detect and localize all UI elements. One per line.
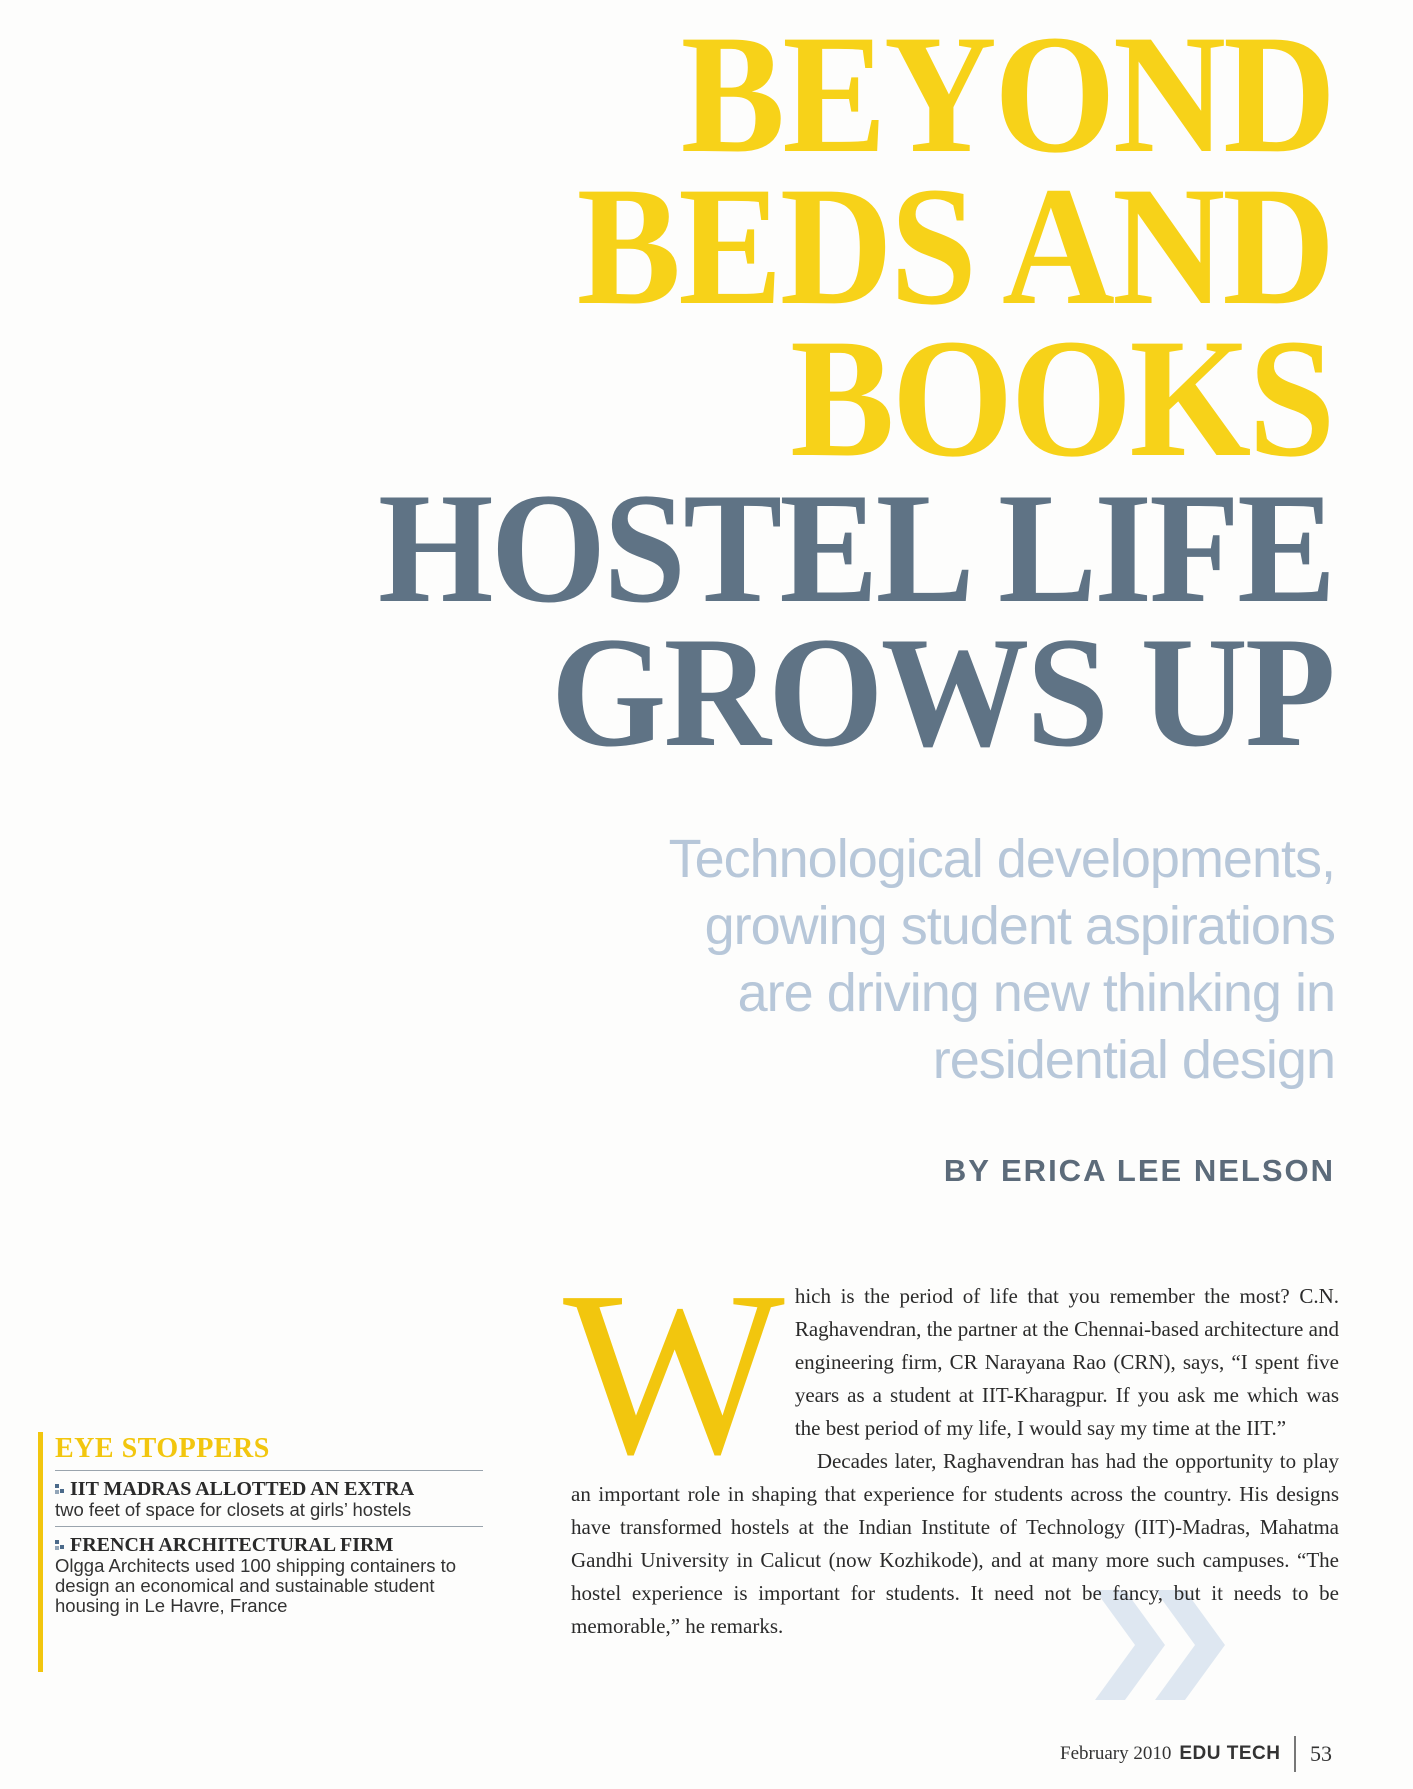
deck-line: residential design [932,1030,1335,1090]
page-footer [1060,1736,1390,1772]
headline-line-1: BEYOND [680,0,1333,188]
checker-bullet-icon [55,1484,65,1494]
headline-line-2: BEDS AND [577,152,1333,340]
sidebar-item-text: two feet of space for closets at girls’ hostels [55,1499,412,1520]
sidebar-divider [55,1470,483,1471]
headline-line-3: BOOKS [790,304,1333,492]
byline: BY ERICA LEE NELSON [943,1153,1335,1188]
sidebar-divider [55,1526,483,1527]
deck-line: are driving new thinking in [737,963,1335,1023]
deck-line: Technological developments, [668,829,1335,889]
sidebar-item-head-text: FRENCH ARCHITECTURAL FIRM [70,1534,394,1556]
issue-date: February 2010 [1060,1743,1172,1764]
sidebar-item-head-text: IIT MADRAS ALLOTTED AN EXTRA [70,1478,415,1500]
sidebar-item [55,1534,495,1616]
eye-stoppers-sidebar [38,1432,495,1672]
article-paragraph-1: hich is the period of life that you remember the most? C.N. Raghavendran, the partner at the Chennai-based architecture and engineering firm, CR Narayana Rao (CRN), says, “I spent five years as a student at IIT-Kharagpur. If you ask me which was the best period of my life, I would say my time at the IIT.” [794,1284,1339,1440]
article-paragraph-2: Decades later, Raghavendran has had the opportunity to play an important role in shaping that experience for students across the country. His designs have transformed hostels at the Indian Institute of Technology (IIT)-Madras, Mahatma Gandhi University in Calicut (now Kozhikode), and at many more such campuses. “The hostel experience is important for students. It need not be fancy, but it needs to be memorable,” he remarks. [571,1449,1339,1638]
magazine-name: EDU TECH [1179,1743,1281,1764]
sidebar-item-heading [55,1478,495,1500]
subheadline-line-2: GROWS UP [551,605,1333,780]
sidebar-title: EYE STOPPERS [55,1433,270,1464]
subheadline-line-1: HOSTEL LIFE [377,461,1333,636]
sidebar-item [55,1478,495,1520]
article-body [563,1243,1339,1643]
sidebar-item-text: Olgga Architects used 100 shipping containers to design an economical and sustainable student housing in Le Havre, France [55,1555,457,1616]
deck-line: growing student aspirations [704,896,1335,956]
checker-bullet-icon [55,1540,65,1550]
sidebar-item-heading [55,1534,495,1556]
footer-divider [1294,1736,1296,1772]
article-deck [515,826,1335,1094]
page-number: 53 [1309,1741,1332,1766]
drop-cap: W [563,1243,785,1503]
